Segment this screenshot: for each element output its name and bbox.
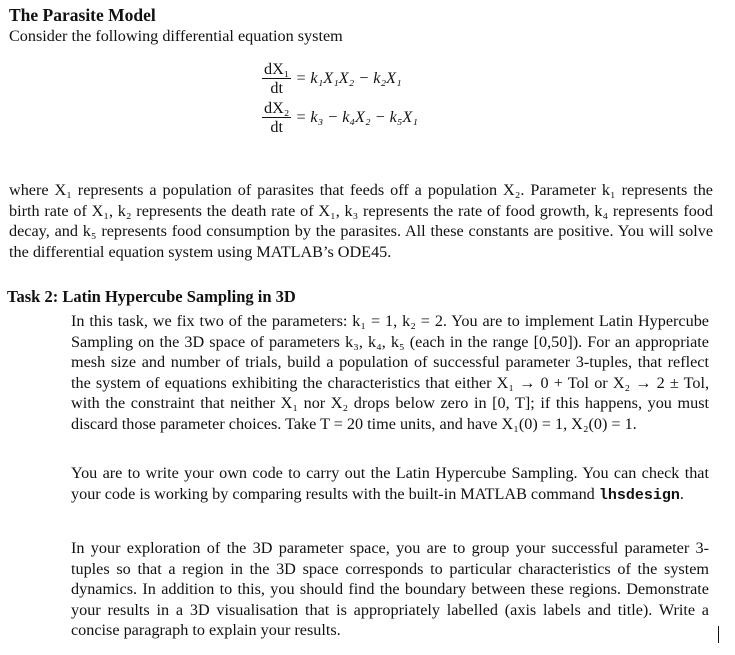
fraction <box>262 60 291 97</box>
task-paragraph-3: In your exploration of the 3D parameter space, you are to group your successful parameter 3-tuples so that a region in the 3D space corresponds to particular characteristics of the system dynamics. In addition to this, you should find the boundary between these regions. Demonstrate your results in a 3D visualisation that is appropriately labelled (axis labels and title). Write a concise paragraph to explain your results. <box>71 539 709 640</box>
equation-rhs: = k₁X₁X₂ − k₂X₁ <box>295 69 402 87</box>
denominator: dt <box>270 79 284 97</box>
description-paragraph: where X₁ represents a population of parasites that feeds off a population X₂. Parameter k₁ represents the birth rate of X₁, k₂ represents the death rate of X₁, k₃ represents the rate of food growth, k₄ represents food decay, and k₅ represents food consumption by the parasites. All these constants are positive. You will solve the differential equation system using MATLAB’s ODE45. <box>9 181 713 261</box>
task-paragraph-1: In this task, we fix two of the parameters: k₁ = 1, k₂ = 2. You are to implement Latin Hypercube Sampling on the 3D space of parameters k₃, k₄, k₅ (each in the range [0,50]). For an appropriate mesh size and number of trials, build a population of successful parameter 3-tuples, that reflect the system of equations exhibiting the characteristics that either X₁ → 0 + Tol or X₂ → 2 ± Tol, with the constraint that neither X₁ nor X₂ drops below zero in [0, T]; if this happens, you must discard those parameter choices. Take T = 20 time units, and have X₁(0) = 1, X₂(0) = 1. <box>71 312 709 433</box>
task-heading: Task 2: Latin Hypercube Sampling in 3D <box>7 287 296 306</box>
numerator: dX₂ <box>264 99 290 117</box>
denominator: dt <box>270 118 284 136</box>
equation-1 <box>262 60 402 97</box>
numerator: dX₁ <box>264 60 290 78</box>
document-title: The Parasite Model <box>9 5 156 25</box>
equation-2 <box>262 99 418 136</box>
intro-text: Consider the following differential equation system <box>9 27 343 45</box>
equation-rhs: = k₃ − k₄X₂ − k₅X₁ <box>295 108 418 126</box>
task-paragraph-2 <box>71 463 709 506</box>
period: . <box>679 484 684 503</box>
code-lhsdesign: lhsdesign <box>598 486 680 504</box>
fraction <box>262 99 291 136</box>
task-paragraph-2-text: You are to write your own code to carry out the Latin Hypercube Sampling. You can check that your code is working by comparing results with the built-in MATLAB command <box>71 464 709 503</box>
text-cursor <box>718 626 719 643</box>
